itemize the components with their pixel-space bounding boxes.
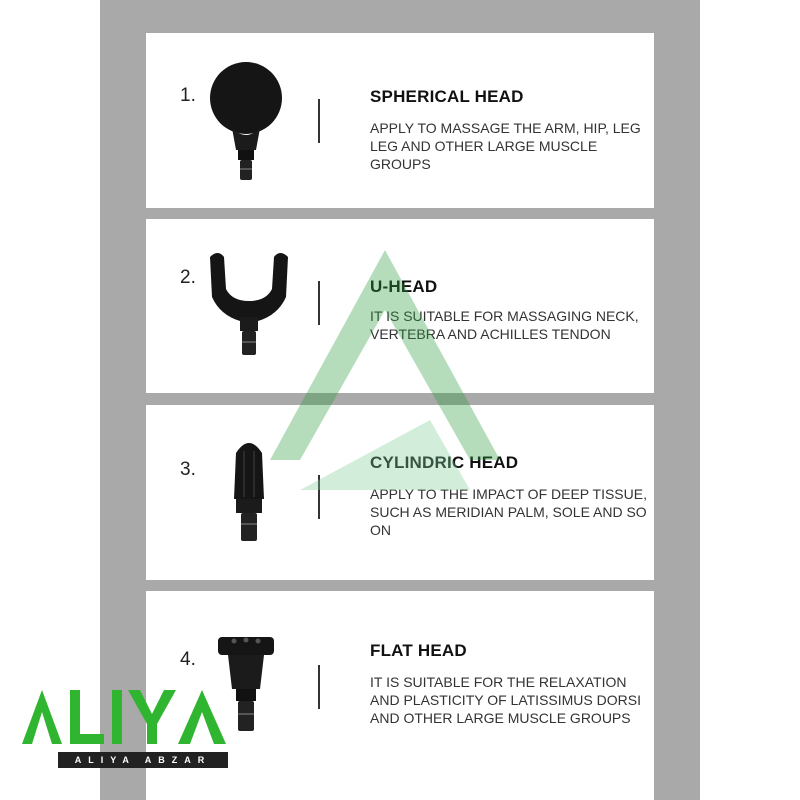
item-number: 3.: [180, 459, 196, 480]
item-title: CYLINDRIC HEAD: [370, 453, 519, 472]
item-description: APPLY TO THE IMPACT OF DEEP TISSUE, SUCH AS MERIDIAN PALM, SOLE AND SO ON: [370, 486, 647, 538]
item-title: U-HEAD: [370, 277, 438, 296]
item-description: IT IS SUITABLE FOR THE RELAXATION AND PLASTICITY OF LATISSIMUS DORSI AND OTHER LARGE MUSCLE GROUPS: [370, 674, 641, 726]
item-number: 1.: [180, 85, 196, 106]
spherical-head-icon: [204, 58, 288, 188]
item-number: 2.: [180, 267, 196, 288]
divider: [318, 475, 320, 519]
u-head-icon: [204, 249, 294, 359]
item-title: SPHERICAL HEAD: [370, 87, 524, 106]
divider: [318, 665, 320, 709]
cylindric-head-icon: [224, 435, 274, 547]
list-item-cylindric-head: [146, 405, 654, 580]
aliya-logo-mark: [18, 682, 238, 752]
logo-subtitle: ALIYA ABZAR: [58, 752, 228, 768]
item-description: IT IS SUITABLE FOR MASSAGING NECK, VERTEBRA AND ACHILLES TENDON: [370, 308, 639, 342]
divider: [318, 99, 320, 143]
item-title: FLAT HEAD: [370, 641, 467, 660]
list-item-spherical-head: [146, 33, 654, 208]
item-number: 4.: [180, 649, 196, 670]
brand-logo: [18, 682, 238, 778]
list-item-u-head: [146, 219, 654, 393]
divider: [318, 281, 320, 325]
item-description: APPLY TO MASSAGE THE ARM, HIP, LEG LEG AND OTHER LARGE MUSCLE GROUPS: [370, 120, 641, 172]
